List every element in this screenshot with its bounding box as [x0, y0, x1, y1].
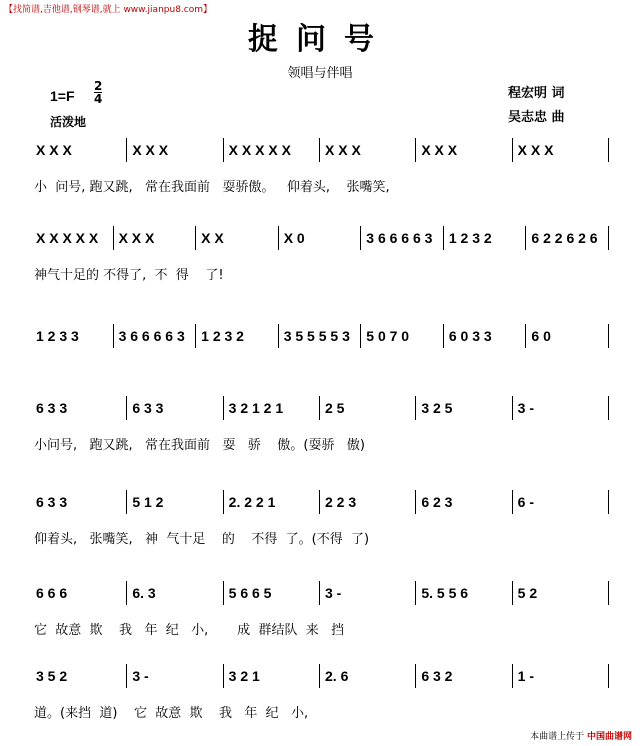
bar-line — [223, 490, 224, 514]
measure: 6 0 — [531, 328, 551, 344]
measure: 1 2 3 3 — [36, 328, 79, 344]
measure: 3 5 2 — [36, 668, 68, 684]
bar-line — [223, 581, 224, 605]
bar-line — [525, 324, 526, 348]
measure: 5 6 6 5 — [228, 585, 272, 601]
measure: 1 2 3 2 — [201, 328, 244, 344]
bar-line — [608, 226, 609, 250]
measure: 2. 6 — [325, 668, 349, 684]
measure: 3 6 6 6 6 3 — [366, 230, 433, 246]
bar-line — [608, 581, 609, 605]
measure: 6 3 3 — [36, 494, 68, 510]
bar-line — [415, 138, 416, 162]
measure: X 0 — [283, 230, 305, 246]
measure: X X X — [36, 142, 72, 158]
bar-line — [360, 324, 361, 348]
bar-line — [608, 490, 609, 514]
measure: 3 - — [132, 668, 149, 684]
bar-line — [126, 490, 127, 514]
lyrics-line: 它 故意 欺 我 年 纪 小, 成 群结队 来 挡 — [34, 623, 345, 638]
measure: 2 2 3 — [325, 494, 357, 510]
measure: 2. 2 2 1 — [228, 494, 276, 510]
bar-line — [195, 226, 196, 250]
song-title: 捉问号 — [248, 22, 392, 57]
bar-line — [278, 324, 279, 348]
bar-line — [512, 138, 513, 162]
bar-line — [319, 138, 320, 162]
measure: 3 5 5 5 5 3 — [283, 328, 350, 344]
measure: 6 3 2 — [421, 668, 453, 684]
bar-line — [415, 664, 416, 688]
lyrics-line: 小问号, 跑又跳, 常在我面前 耍 骄 傲。(耍骄 傲) — [34, 438, 365, 453]
measure: 1 - — [517, 668, 534, 684]
bar-line — [360, 226, 361, 250]
meter-bottom: 4 — [94, 92, 103, 106]
bar-line — [512, 581, 513, 605]
lyrics-line: 小 问号, 跑又跳, 常在我面前 耍骄傲。 仰着头, 张嘴笑, — [34, 180, 390, 195]
bar-line — [443, 324, 444, 348]
meter-top: 2 — [94, 79, 103, 93]
measure: 5 2 — [517, 585, 538, 601]
bar-line — [525, 226, 526, 250]
bar-line — [223, 138, 224, 162]
measure: X X X — [421, 142, 458, 158]
measure: 3 2 1 — [228, 668, 260, 684]
measure: X X X — [118, 230, 155, 246]
footer-site-logo: 中国曲谱网 — [586, 732, 632, 742]
measure: 3 - — [325, 585, 342, 601]
footer — [530, 729, 632, 742]
measure: 1 2 3 2 — [448, 230, 492, 246]
bar-line — [512, 664, 513, 688]
bar-line — [126, 664, 127, 688]
bar-line — [319, 581, 320, 605]
bar-line — [608, 664, 609, 688]
banner-link[interactable]: 【找简谱,吉他谱,钢琴谱,就上 www.jianpu8.com】 — [4, 5, 213, 15]
lyrics-line: 道。(来挡 道) 它 故意 欺 我 年 纪 小, — [34, 706, 309, 721]
composer-credit: 吴志忠 曲 — [508, 110, 565, 125]
bar-line — [443, 226, 444, 250]
bar-line — [512, 396, 513, 420]
bar-line — [223, 396, 224, 420]
bar-line — [126, 581, 127, 605]
measure: 6 2 3 — [421, 494, 453, 510]
measure: X X X — [132, 142, 169, 158]
lyrics-line: 神气十足的 不得了, 不 得 了! — [34, 268, 224, 283]
measure: 5 0 7 0 — [366, 328, 410, 344]
bar-line — [415, 581, 416, 605]
lyricist-credit: 程宏明 词 — [508, 86, 565, 101]
measure: X X — [201, 230, 224, 246]
bar-line — [319, 396, 320, 420]
measure: 3 6 6 6 6 3 — [118, 328, 185, 344]
measure: 6 - — [517, 494, 534, 510]
measure: X X X X X — [228, 142, 291, 158]
bar-line — [278, 226, 279, 250]
measure: 5 1 2 — [132, 494, 164, 510]
footer-text: 本曲谱上传于 — [530, 732, 585, 742]
bar-line — [415, 490, 416, 514]
measure: 5. 5 5 6 — [421, 585, 469, 601]
bar-line — [512, 490, 513, 514]
measure: 6 6 6 — [36, 585, 68, 601]
bar-line — [126, 138, 127, 162]
bar-line — [319, 490, 320, 514]
measure: 2 5 — [325, 400, 345, 416]
measure: 6 2 2 6 2 6 — [531, 230, 598, 246]
bar-line — [415, 396, 416, 420]
measure: X X X — [325, 142, 361, 158]
lyrics-line: 仰着头, 张嘴笑, 神 气十足 的 不得 了。(不得 了) — [34, 532, 370, 547]
bar-line — [319, 664, 320, 688]
measure: 6. 3 — [132, 585, 156, 601]
bar-line — [223, 664, 224, 688]
bar-line — [608, 324, 609, 348]
bar-line — [126, 396, 127, 420]
song-subtitle: 领唱与伴唱 — [287, 66, 353, 81]
measure: 3 - — [517, 400, 534, 416]
measure: X X X — [517, 142, 554, 158]
time-signature — [94, 80, 102, 105]
measure: 3 2 5 — [421, 400, 453, 416]
bar-line — [195, 324, 196, 348]
measure: 6 3 3 — [132, 400, 164, 416]
bar-line — [113, 226, 114, 250]
tempo-marking: 活泼地 — [50, 115, 87, 129]
measure: 6 0 3 3 — [448, 328, 492, 344]
measure: X X X X X — [36, 230, 99, 246]
bar-line — [608, 138, 609, 162]
bar-line — [113, 324, 114, 348]
bar-line — [608, 396, 609, 420]
key-signature: 1=F — [50, 88, 75, 104]
measure: 3 2 1 2 1 — [228, 400, 284, 416]
measure: 6 3 3 — [36, 400, 68, 416]
